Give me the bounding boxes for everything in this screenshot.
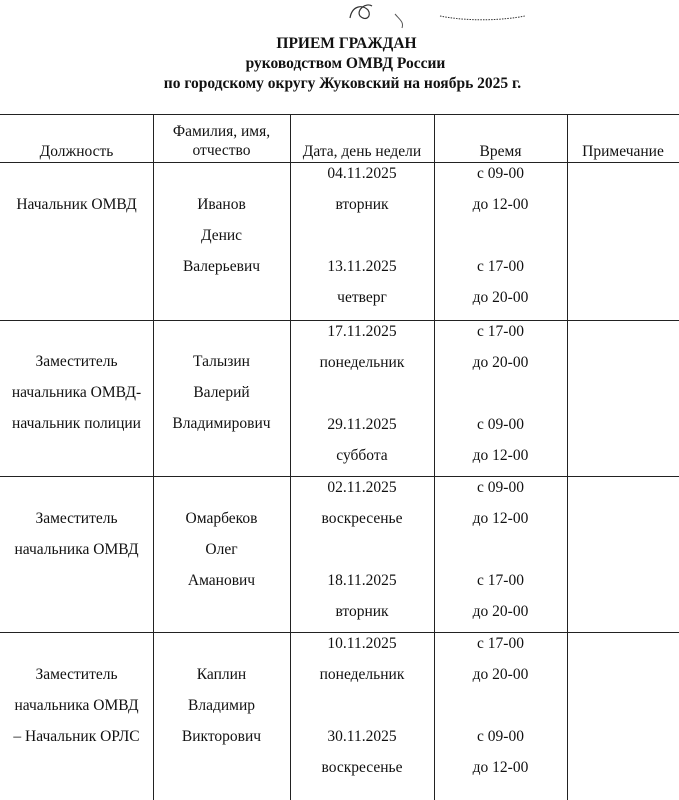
row-4-name: Каплин Владимир Викторович <box>181 666 262 745</box>
row-1-name: Иванов Денис Валерьевич <box>182 196 261 275</box>
row-1-dates: 04.11.2025 вторник 13.11.2025 четверг <box>327 165 397 306</box>
row-1-position: Начальник ОМВД <box>16 196 137 213</box>
row-3-name: Омарбеков Олег Аманович <box>185 510 258 589</box>
row-1-times: с 09-00 до 12-00 с 17-00 до 20-00 <box>472 165 529 306</box>
row-3-times: с 09-00 до 12-00 с 17-00 до 20-00 <box>472 479 529 620</box>
header-time: Время <box>479 143 522 160</box>
header-name: Фамилия, имя, отчество <box>172 123 271 159</box>
row-3-position: Заместитель начальника ОМВД <box>14 510 139 558</box>
signature-scribble <box>0 0 679 30</box>
row-2-name: Талызин Валерий Владимирович <box>172 353 271 432</box>
row-4-dates: 10.11.2025 понедельник 30.11.2025 воскресенье <box>319 635 405 776</box>
row-4-position: Заместитель начальника ОМВД – Начальник ОРЛС <box>13 666 140 745</box>
schedule-table <box>0 114 679 800</box>
document-title <box>0 34 679 94</box>
table-border-top <box>0 114 679 115</box>
header-position: Должность <box>39 143 114 160</box>
row-2-times: с 17-00 до 20-00 с 09-00 до 12-00 <box>472 323 529 464</box>
row-2-position: Заместитель начальника ОМВД- начальник полиции <box>11 353 142 432</box>
header-date: Дата, день недели <box>302 143 422 160</box>
column-separator <box>567 114 568 800</box>
title-line-2: руководством ОМВД России <box>245 55 446 72</box>
title-line-3: по городскому округу Жуковский на ноябрь 2025 г. <box>163 75 522 92</box>
row-2-dates: 17.11.2025 понедельник 29.11.2025 суббота <box>319 323 405 464</box>
row-4-times: с 17-00 до 20-00 с 09-00 до 12-00 <box>472 635 529 776</box>
title-line-1: ПРИЕМ ГРАЖДАН <box>276 35 417 52</box>
row-3-dates: 02.11.2025 воскресенье 18.11.2025 вторник <box>321 479 403 620</box>
header-note: Примечание <box>582 143 664 160</box>
